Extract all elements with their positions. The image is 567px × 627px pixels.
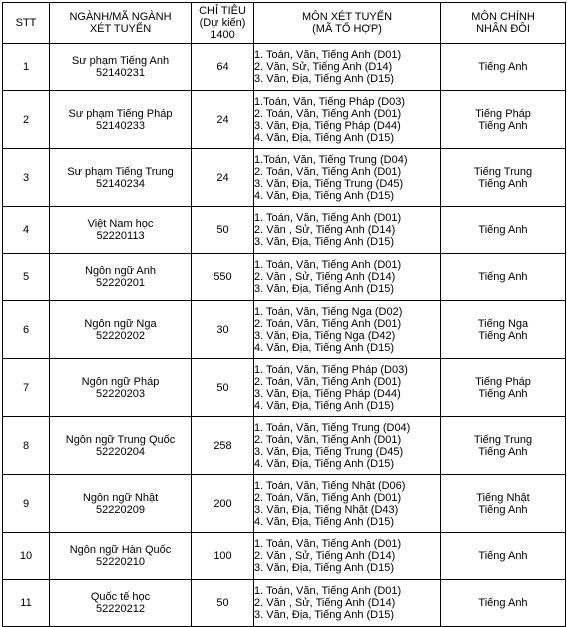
subjects-cell	[254, 91, 441, 149]
subjects-cell	[254, 533, 441, 580]
header-main-subject: MÔN CHÍNH NHÂN ĐÔI	[441, 3, 566, 44]
subjects-cell	[254, 44, 441, 91]
subject-combination: 2. Văn , Sử, Tiếng Anh (D14)	[254, 224, 396, 236]
stt-cell	[3, 301, 50, 359]
subject-combination: 3. Văn, Địa, Tiếng Pháp (D44)	[254, 119, 401, 132]
subject-combination: 3. Văn, Địa, Tiếng Anh (D15)	[254, 283, 395, 295]
subjects-cell	[254, 254, 441, 301]
stt-value: 2	[22, 113, 30, 126]
subject-combination: 1. Toán, Văn, Tiếng Anh (D01)	[254, 538, 402, 550]
stt-cell	[3, 359, 50, 417]
stt-value: 9	[22, 497, 30, 510]
subject-combination: 2. Toán, Văn, Tiếng Anh (D01)	[254, 317, 402, 330]
subject-combination: 4. Văn, Địa, Tiếng Anh (D15)	[254, 399, 395, 412]
subjects-cell	[254, 207, 441, 254]
subject-combination: 4. Văn, Địa, Tiếng Anh (D15)	[254, 341, 395, 354]
stt-cell	[3, 417, 50, 475]
subjects-cell	[254, 359, 441, 417]
quota-cell	[192, 301, 254, 359]
quota-value: 30	[216, 323, 229, 336]
quota-cell	[192, 475, 254, 533]
main-subject: Tiếng Nga	[477, 317, 529, 330]
subject-combination: 3. Văn, Địa, Tiếng Anh (D15)	[254, 562, 395, 574]
subjects-cell	[254, 475, 441, 533]
subject-combination: 4. Văn, Địa, Tiếng Anh (D15)	[254, 189, 395, 202]
subject-combination: 1. Toán, Văn, Tiếng Anh (D01)	[254, 585, 402, 597]
main-subject-cell	[441, 580, 566, 627]
stt-cell	[3, 149, 50, 207]
subjects-cell	[254, 580, 441, 627]
major-cell	[50, 149, 192, 207]
subject-combination: 2. Văn, Sử, Tiếng Anh (D14)	[254, 61, 393, 73]
stt-cell	[3, 254, 50, 301]
main-subject: Tiếng Nhật	[476, 491, 530, 504]
quota-value: 200	[213, 497, 232, 510]
quota-cell	[192, 207, 254, 254]
subject-combination: 3. Văn, Địa, Tiếng Anh (D15)	[254, 609, 395, 621]
stt-cell	[3, 207, 50, 254]
stt-cell	[3, 533, 50, 580]
quota-cell	[192, 44, 254, 91]
subject-combination: 1. Toán, Văn, Tiếng Anh (D01)	[254, 49, 402, 61]
main-subject: Tiếng Anh	[478, 271, 528, 283]
stt-cell	[3, 44, 50, 91]
major-cell	[50, 207, 192, 254]
subject-combination: 1. Toán, Văn, Tiếng Anh (D01)	[254, 212, 402, 224]
quota-value: 550	[213, 271, 232, 283]
subject-combination: 2. Toán, Văn, Tiếng Anh (D01)	[254, 375, 402, 388]
stt-value: 4	[22, 224, 30, 236]
subject-combination: 2. Văn , Sử, Tiếng Anh (D14)	[254, 271, 396, 283]
quota-cell	[192, 580, 254, 627]
admissions-table	[2, 2, 566, 627]
main-subject-cell	[441, 301, 566, 359]
stt-value: 7	[22, 381, 30, 394]
subjects-cell	[254, 301, 441, 359]
major-code: 52220113	[96, 230, 145, 242]
subjects-cell	[254, 417, 441, 475]
subject-combination: 1. Toán, Văn, Tiếng Anh (D01)	[254, 259, 402, 271]
major-code: 52220212	[96, 603, 145, 615]
subject-combination: 2. Toán, Văn, Tiếng Anh (D01)	[254, 433, 402, 446]
main-subject: Tiếng Anh	[478, 329, 528, 342]
quota-value: 100	[213, 550, 232, 562]
major-name: Ngôn ngữ Trung Quốc	[65, 433, 176, 446]
subject-combination: 3. Văn, Địa, Tiếng Pháp (D44)	[254, 387, 401, 400]
subject-combination: 4. Văn, Địa, Tiếng Anh (D15)	[254, 457, 395, 470]
quota-cell	[192, 91, 254, 149]
major-name: Quốc tế học	[90, 591, 151, 603]
major-cell	[50, 91, 192, 149]
header-stt: STT	[3, 3, 50, 44]
major-cell	[50, 301, 192, 359]
major-cell	[50, 580, 192, 627]
major-name: Ngôn ngữ Nga	[84, 317, 157, 330]
quota-cell	[192, 417, 254, 475]
stt-value: 6	[22, 323, 30, 336]
major-code: 52220209	[96, 503, 145, 516]
main-subject-cell	[441, 359, 566, 417]
main-subject: Tiếng Pháp	[475, 375, 531, 388]
main-subject: Tiếng Anh	[478, 61, 528, 73]
major-code: 52220201	[96, 277, 145, 289]
main-subject-cell	[441, 91, 566, 149]
main-subject-cell	[441, 149, 566, 207]
stt-cell	[3, 580, 50, 627]
main-subject: Tiếng Anh	[478, 119, 528, 132]
major-name: Việt Nam học	[87, 218, 154, 230]
major-name: Ngôn ngữ Anh	[85, 265, 156, 277]
quota-cell	[192, 254, 254, 301]
stt-value: 5	[22, 271, 30, 283]
subject-combination: 3. Văn, Địa, Tiếng Nhật (D43)	[254, 503, 399, 516]
quota-value: 64	[216, 61, 229, 73]
stt-cell	[3, 91, 50, 149]
table-row	[3, 44, 566, 91]
main-subject: Tiếng Anh	[478, 387, 528, 400]
stt-value: 8	[22, 439, 30, 452]
major-name: Sư phạm Tiếng Trung	[67, 165, 174, 178]
subject-combination: 2. Toán, Văn, Tiếng Anh (D01)	[254, 165, 402, 178]
stt-value: 11	[20, 597, 32, 609]
main-subject-cell	[441, 44, 566, 91]
main-subject: Tiếng Trung	[473, 433, 533, 446]
table-row	[3, 533, 566, 580]
table-header-row	[3, 3, 566, 44]
main-subject-cell	[441, 207, 566, 254]
quota-cell	[192, 359, 254, 417]
main-subject-cell	[441, 475, 566, 533]
table-row	[3, 580, 566, 627]
stt-cell	[3, 475, 50, 533]
major-code: 52220204	[96, 445, 145, 458]
table-row	[3, 301, 566, 359]
subject-combination: 3. Văn, Địa, Tiếng Anh (D15)	[254, 73, 395, 85]
main-subject-cell	[441, 254, 566, 301]
major-cell	[50, 417, 192, 475]
table-row	[3, 91, 566, 149]
quota-value: 258	[213, 439, 232, 452]
subject-combination: 3. Văn, Địa, Tiếng Trung (D45)	[254, 177, 404, 190]
major-code: 52140234	[96, 177, 145, 190]
table-row	[3, 475, 566, 533]
table-row	[3, 417, 566, 475]
quota-value: 24	[216, 113, 229, 126]
subject-combination: 2. Văn , Sử, Tiếng Anh (D14)	[254, 597, 396, 609]
main-subject: Tiếng Anh	[478, 597, 528, 609]
header-subjects: MÔN XÉT TUYỂN (MÃ TỔ HỢP)	[254, 3, 441, 44]
quota-value: 50	[216, 224, 229, 236]
main-subject: Tiếng Trung	[473, 165, 533, 178]
header-major: NGÀNH/MÃ NGÀNH XÉT TUYỂN	[50, 3, 192, 44]
quota-cell	[192, 149, 254, 207]
table-row	[3, 149, 566, 207]
subject-combination: 1.Toán, Văn, Tiếng Pháp (D03)	[254, 95, 406, 108]
quota-value: 50	[216, 597, 229, 609]
main-subject: Tiếng Anh	[478, 550, 528, 562]
header-quota: CHỈ TIÊU (Dự kiến) 1400	[192, 3, 254, 44]
major-cell	[50, 44, 192, 91]
subject-combination: 4. Văn, Địa, Tiếng Anh (D15)	[254, 131, 395, 144]
major-name: Sư phạm Tiếng Anh	[71, 55, 170, 67]
main-subject: Tiếng Anh	[478, 445, 528, 458]
subject-combination: 2. Toán, Văn, Tiếng Anh (D01)	[254, 491, 402, 504]
subject-combination: 3. Văn, Địa, Tiếng Anh (D15)	[254, 236, 395, 248]
major-code: 52140233	[96, 119, 145, 132]
subject-combination: 2. Văn , Sử, Tiếng Anh (D14)	[254, 550, 396, 562]
quota-value: 24	[216, 171, 229, 184]
major-code: 52140231	[96, 67, 145, 79]
main-subject: Tiếng Anh	[478, 503, 528, 516]
major-cell	[50, 533, 192, 580]
main-subject: Tiếng Anh	[478, 224, 528, 236]
table-row	[3, 207, 566, 254]
subject-combination: 3. Văn, Địa, Tiếng Trung (D45)	[254, 445, 404, 458]
table-row	[3, 254, 566, 301]
major-name: Ngôn ngữ Hàn Quốc	[69, 544, 172, 556]
major-cell	[50, 359, 192, 417]
stt-value: 10	[19, 550, 33, 562]
major-code: 52220203	[96, 387, 145, 400]
main-subject-cell	[441, 533, 566, 580]
major-name: Ngôn ngữ Pháp	[81, 375, 160, 388]
major-cell	[50, 475, 192, 533]
major-cell	[50, 254, 192, 301]
stt-value: 3	[22, 171, 30, 184]
main-subject-cell	[441, 417, 566, 475]
subject-combination: 1. Toán, Văn, Tiếng Pháp (D03)	[254, 363, 408, 376]
subject-combination: 1. Toán, Văn, Tiếng Trung (D04)	[254, 421, 411, 434]
quota-cell	[192, 533, 254, 580]
major-code: 52220202	[96, 329, 145, 342]
main-subject: Tiếng Anh	[478, 177, 528, 190]
table-row	[3, 359, 566, 417]
subject-combination: 2. Toán, Văn, Tiếng Anh (D01)	[254, 107, 402, 120]
subject-combination: 4. Văn, Địa, Tiếng Anh (D15)	[254, 515, 395, 528]
quota-value: 50	[216, 381, 229, 394]
main-subject: Tiếng Pháp	[475, 107, 531, 120]
subject-combination: 3. Văn, Địa, Tiếng Nga (D42)	[254, 329, 396, 342]
subjects-cell	[254, 149, 441, 207]
subject-combination: 1. Toán, Văn, Tiếng Nhật (D06)	[254, 479, 406, 492]
major-name: Sư phạm Tiếng Pháp	[68, 107, 173, 120]
stt-value: 1	[22, 61, 30, 73]
subject-combination: 1. Toán, Văn, Tiếng Nga (D02)	[254, 305, 403, 318]
major-code: 52220210	[96, 556, 145, 568]
subject-combination: 1.Toán, Văn, Tiếng Trung (D04)	[254, 153, 408, 166]
major-name: Ngôn ngữ Nhật	[82, 491, 159, 504]
